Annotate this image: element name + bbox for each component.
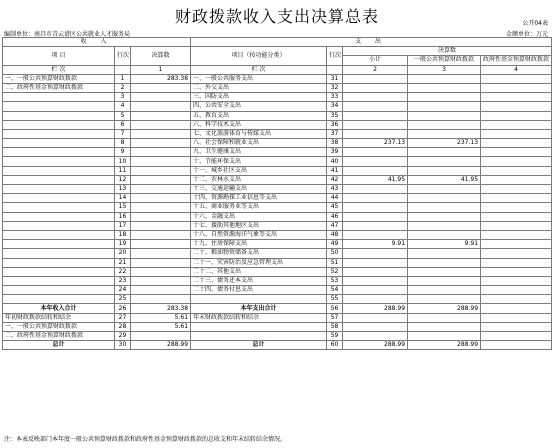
general-budget-amount <box>408 295 481 304</box>
gov-fund-amount <box>481 276 552 285</box>
gov-fund-amount <box>481 313 552 322</box>
footnote: 注：本表反映部门本年度一般公共预算财政拨款和政府性基金预算财政拨款的总收支和年末结转结余情况。 <box>4 436 287 443</box>
table-row <box>3 304 552 313</box>
income-amount <box>131 203 191 212</box>
expenditure-item: 十九、住房保障支出 <box>191 240 327 249</box>
income-amount <box>131 148 191 157</box>
gov-fund-amount <box>481 332 552 341</box>
income-item <box>3 295 115 304</box>
table-row <box>3 212 552 221</box>
general-budget-amount <box>408 258 481 267</box>
income-item <box>3 148 115 157</box>
income-amount <box>131 295 191 304</box>
income-row-no: 27 <box>115 313 131 322</box>
table-row <box>3 221 552 230</box>
income-item <box>3 267 115 276</box>
general-budget-amount: 288.99 <box>408 304 481 313</box>
income-item <box>3 212 115 221</box>
income-item <box>3 93 115 102</box>
subtotal-amount <box>343 194 408 203</box>
gov-fund-amount <box>481 111 552 120</box>
col-4: 4 <box>481 65 552 74</box>
income-row-no: 9 <box>115 148 131 157</box>
expenditure-item: 十六、金融支出 <box>191 212 327 221</box>
table-row <box>3 341 552 350</box>
gov-fund-amount <box>481 249 552 258</box>
expenditure-row-no: 36 <box>327 120 343 129</box>
general-budget-amount <box>408 166 481 175</box>
income-row-no: 28 <box>115 322 131 331</box>
final-amount-header: 决算数 <box>131 47 191 65</box>
expenditure-item: 十二、农林水支出 <box>191 175 327 184</box>
expenditure-row-no: 48 <box>327 230 343 239</box>
income-item <box>3 185 115 194</box>
subtotal-amount <box>343 249 408 258</box>
income-amount <box>131 240 191 249</box>
income-item <box>3 230 115 239</box>
col-label: 栏 次 <box>3 65 115 74</box>
expenditure-row-no: 57 <box>327 313 343 322</box>
expenditure-row-no: 33 <box>327 93 343 102</box>
subtotal-amount <box>343 258 408 267</box>
income-header: 收 入 <box>3 38 191 47</box>
subtotal-amount <box>343 286 408 295</box>
expenditure-item: 十三、交通运输支出 <box>191 185 327 194</box>
subtotal-amount <box>343 276 408 285</box>
income-amount <box>131 267 191 276</box>
income-row-no: 5 <box>115 111 131 120</box>
gov-fund-amount <box>481 102 552 111</box>
table-row <box>3 102 552 111</box>
general-budget-amount <box>408 74 481 83</box>
general-budget-amount <box>408 129 481 138</box>
expenditure-item: 十一、城乡社区支出 <box>191 166 327 175</box>
table-row <box>3 74 552 83</box>
expenditure-item: 二十二、其他支出 <box>191 267 327 276</box>
expenditure-row-no: 52 <box>327 267 343 276</box>
income-item <box>3 157 115 166</box>
gov-fund-amount <box>481 267 552 276</box>
expenditure-item: 一、一般公共服务支出 <box>191 74 327 83</box>
gov-fund-amount <box>481 166 552 175</box>
table-row <box>3 258 552 267</box>
table-row <box>3 139 552 148</box>
expenditure-item: 十四、资源勘探工业信息等支出 <box>191 194 327 203</box>
table-row <box>3 203 552 212</box>
income-item <box>3 203 115 212</box>
income-amount <box>131 286 191 295</box>
general-budget-amount: 237.13 <box>408 139 481 148</box>
gov-fund-amount <box>481 74 552 83</box>
table-row <box>3 313 552 322</box>
subtotal-amount <box>343 230 408 239</box>
expenditure-item: 三、国防支出 <box>191 93 327 102</box>
general-budget-amount <box>408 212 481 221</box>
col-3: 3 <box>408 65 481 74</box>
table-row <box>3 194 552 203</box>
expenditure-item: 本年支出合计 <box>191 304 327 313</box>
table-row <box>3 230 552 239</box>
general-budget-header: 一般公共预算财政拨款 <box>408 56 481 65</box>
income-item <box>3 240 115 249</box>
income-row-no: 3 <box>115 93 131 102</box>
subtotal-amount: 288.99 <box>343 304 408 313</box>
expenditure-row-no: 44 <box>327 194 343 203</box>
general-budget-amount: 288.99 <box>408 341 481 350</box>
expenditure-item: 年末财政拨款结转和结余 <box>191 313 327 322</box>
expenditure-row-no: 47 <box>327 221 343 230</box>
income-item: 一、一般公共预算财政拨款 <box>3 322 115 331</box>
table-row <box>3 295 552 304</box>
income-item <box>3 129 115 138</box>
income-row-no: 2 <box>115 83 131 92</box>
income-row-no: 30 <box>115 341 131 350</box>
income-item <box>3 221 115 230</box>
table-row <box>3 276 552 285</box>
table-row <box>3 185 552 194</box>
income-amount <box>131 194 191 203</box>
income-amount <box>131 129 191 138</box>
income-item: 总计 <box>3 341 115 350</box>
gov-fund-amount <box>481 129 552 138</box>
expenditure-item <box>191 332 327 341</box>
income-amount <box>131 93 191 102</box>
expenditure-item: 二十一、灾害防治及应急管理支出 <box>191 258 327 267</box>
expenditure-row-no: 53 <box>327 276 343 285</box>
subtotal-amount <box>343 93 408 102</box>
income-amount <box>131 139 191 148</box>
income-item: 二、政府性基金预算财政拨款 <box>3 332 115 341</box>
general-budget-amount <box>408 148 481 157</box>
gov-fund-amount <box>481 341 552 350</box>
subtotal-amount <box>343 83 408 92</box>
income-row-no: 14 <box>115 194 131 203</box>
income-amount <box>131 332 191 341</box>
gov-fund-amount <box>481 212 552 221</box>
subtotal-amount <box>343 322 408 331</box>
general-budget-amount <box>408 203 481 212</box>
expenditure-row-no: 46 <box>327 212 343 221</box>
income-amount <box>131 102 191 111</box>
money-unit: 金额单位：万元 <box>505 31 548 38</box>
expenditure-row-no: 58 <box>327 322 343 331</box>
income-amount <box>131 221 191 230</box>
expenditure-row-no: 38 <box>327 139 343 148</box>
general-budget-amount: 9.91 <box>408 240 481 249</box>
gov-fund-amount <box>481 139 552 148</box>
income-row-no: 8 <box>115 139 131 148</box>
income-item <box>3 194 115 203</box>
income-item <box>3 166 115 175</box>
expenditure-item: 十八、自然资源海洋气象等支出 <box>191 230 327 239</box>
income-amount <box>131 212 191 221</box>
table-row <box>3 322 552 331</box>
expenditure-item <box>191 322 327 331</box>
general-budget-amount <box>408 111 481 120</box>
gov-fund-amount <box>481 286 552 295</box>
subtotal-amount <box>343 212 408 221</box>
general-budget-amount <box>408 249 481 258</box>
expenditure-row-no: 34 <box>327 102 343 111</box>
income-item <box>3 120 115 129</box>
general-budget-amount <box>408 83 481 92</box>
income-row-no: 29 <box>115 332 131 341</box>
expenditure-header: 支 出 <box>191 38 552 47</box>
gov-fund-amount <box>481 120 552 129</box>
expenditure-item: 二十、粮油物资储备支出 <box>191 249 327 258</box>
income-item: 一、一般公共预算财政拨款 <box>3 74 115 83</box>
func-item-header: 项目（按功能分类） <box>191 47 327 65</box>
income-amount: 5.61 <box>131 322 191 331</box>
gov-fund-amount <box>481 93 552 102</box>
subtotal-amount <box>343 120 408 129</box>
income-amount: 288.99 <box>131 341 191 350</box>
income-item: 本年收入合计 <box>3 304 115 313</box>
income-item <box>3 111 115 120</box>
expenditure-item: 二十四、债务付息支出 <box>191 286 327 295</box>
table-row <box>3 148 552 157</box>
expenditure-row-no: 40 <box>327 157 343 166</box>
income-row-no: 21 <box>115 258 131 267</box>
income-item: 年初财政拨款结转和结余 <box>3 313 115 322</box>
gov-fund-amount <box>481 175 552 184</box>
gov-fund-amount <box>481 157 552 166</box>
expenditure-row-no: 42 <box>327 175 343 184</box>
expenditure-item: 八、社会保障和就业支出 <box>191 139 327 148</box>
income-row-no: 1 <box>115 74 131 83</box>
income-row-no: 19 <box>115 240 131 249</box>
col-label-2: 栏 次 <box>191 65 327 74</box>
expenditure-row-no: 51 <box>327 258 343 267</box>
subtotal-amount <box>343 102 408 111</box>
expenditure-item: 六、科学技术支出 <box>191 120 327 129</box>
income-row-no: 13 <box>115 185 131 194</box>
table-row <box>3 83 552 92</box>
table-row <box>3 249 552 258</box>
expenditure-row-no: 56 <box>327 304 343 313</box>
compiling-unit: 编制单位：南昌市青云谱区公共就业人才服务局 <box>4 31 131 38</box>
expenditure-item: 二十三、债务还本支出 <box>191 276 327 285</box>
income-row-no: 15 <box>115 203 131 212</box>
expenditure-row-no: 60 <box>327 341 343 350</box>
subtotal-header: 小计 <box>343 56 408 65</box>
subtotal-amount <box>343 166 408 175</box>
general-budget-amount <box>408 276 481 285</box>
income-amount <box>131 276 191 285</box>
expenditure-item: 十七、援助其他地区支出 <box>191 221 327 230</box>
income-item <box>3 139 115 148</box>
income-amount <box>131 157 191 166</box>
income-item <box>3 175 115 184</box>
expenditure-item <box>191 295 327 304</box>
budget-table <box>2 37 552 350</box>
income-row-no: 10 <box>115 157 131 166</box>
subtotal-amount <box>343 129 408 138</box>
subtotal-amount <box>343 74 408 83</box>
income-item <box>3 276 115 285</box>
general-budget-amount <box>408 313 481 322</box>
income-row-no: 11 <box>115 166 131 175</box>
final-group-header: 决算数 <box>343 47 552 56</box>
income-row-no: 25 <box>115 295 131 304</box>
table-row <box>3 120 552 129</box>
expenditure-row-no: 45 <box>327 203 343 212</box>
income-row-no: 6 <box>115 120 131 129</box>
subtotal-amount <box>343 332 408 341</box>
expenditure-item: 五、教育支出 <box>191 111 327 120</box>
subtotal-amount <box>343 203 408 212</box>
expenditure-row-no: 49 <box>327 240 343 249</box>
income-row-no: 17 <box>115 221 131 230</box>
general-budget-amount: 41.95 <box>408 175 481 184</box>
income-row-no: 22 <box>115 267 131 276</box>
gov-fund-amount <box>481 295 552 304</box>
expenditure-row-no: 55 <box>327 295 343 304</box>
expenditure-item: 总计 <box>191 341 327 350</box>
expenditure-item: 十五、商业服务业等支出 <box>191 203 327 212</box>
report-title: 财政拨款收入支出决算总表 <box>174 7 379 26</box>
gov-fund-amount <box>481 258 552 267</box>
table-row <box>3 157 552 166</box>
subtotal-amount <box>343 267 408 276</box>
table-row <box>3 240 552 249</box>
general-budget-amount <box>408 267 481 276</box>
income-item <box>3 102 115 111</box>
subtotal-amount: 9.91 <box>343 240 408 249</box>
income-amount <box>131 166 191 175</box>
general-budget-amount <box>408 230 481 239</box>
income-item: 二、政府性基金预算财政拨款 <box>3 83 115 92</box>
gov-fund-amount <box>481 148 552 157</box>
subtotal-amount <box>343 148 408 157</box>
gov-fund-amount <box>481 221 552 230</box>
subtotal-amount <box>343 221 408 230</box>
row-no-header: 行次 <box>115 47 131 65</box>
expenditure-item: 十、节能环保支出 <box>191 157 327 166</box>
income-amount <box>131 83 191 92</box>
col-1: 1 <box>131 65 191 74</box>
income-amount: 5.61 <box>131 313 191 322</box>
table-row <box>3 332 552 341</box>
income-row-no: 7 <box>115 129 131 138</box>
expenditure-row-no: 35 <box>327 111 343 120</box>
gov-fund-amount <box>481 240 552 249</box>
general-budget-amount <box>408 221 481 230</box>
subtotal-amount <box>343 157 408 166</box>
income-row-no: 24 <box>115 286 131 295</box>
general-budget-amount <box>408 286 481 295</box>
table-row <box>3 175 552 184</box>
subtotal-amount: 237.13 <box>343 139 408 148</box>
form-code: 公开04表 <box>522 20 548 27</box>
general-budget-amount <box>408 102 481 111</box>
income-row-no: 26 <box>115 304 131 313</box>
general-budget-amount <box>408 322 481 331</box>
table-row <box>3 166 552 175</box>
row-no-header-2: 行次 <box>327 47 343 65</box>
expenditure-row-no: 39 <box>327 148 343 157</box>
gov-fund-amount <box>481 185 552 194</box>
expenditure-row-no: 50 <box>327 249 343 258</box>
table-row <box>3 267 552 276</box>
general-budget-amount <box>408 194 481 203</box>
income-amount: 283.38 <box>131 304 191 313</box>
general-budget-amount <box>408 120 481 129</box>
table-row <box>3 286 552 295</box>
income-amount <box>131 111 191 120</box>
expenditure-row-no: 37 <box>327 129 343 138</box>
income-row-no: 23 <box>115 276 131 285</box>
subtotal-amount <box>343 111 408 120</box>
subtotal-amount: 41.95 <box>343 175 408 184</box>
table-row <box>3 93 552 102</box>
income-amount <box>131 185 191 194</box>
subtotal-amount: 288.99 <box>343 341 408 350</box>
expenditure-item: 二、外交支出 <box>191 83 327 92</box>
expenditure-row-no: 54 <box>327 286 343 295</box>
subtotal-amount <box>343 295 408 304</box>
general-budget-amount <box>408 157 481 166</box>
income-amount <box>131 258 191 267</box>
expenditure-item: 七、文化旅游体育与传媒支出 <box>191 129 327 138</box>
income-amount <box>131 175 191 184</box>
subtotal-amount <box>343 313 408 322</box>
income-item <box>3 249 115 258</box>
income-item <box>3 258 115 267</box>
table-row <box>3 111 552 120</box>
gov-fund-amount <box>481 230 552 239</box>
expenditure-row-no: 31 <box>327 74 343 83</box>
gov-fund-amount <box>481 194 552 203</box>
expenditure-row-no: 59 <box>327 332 343 341</box>
expenditure-item: 四、公共安全支出 <box>191 102 327 111</box>
income-row-no: 20 <box>115 249 131 258</box>
gov-fund-header: 政府性基金预算财政拨款 <box>481 56 552 65</box>
expenditure-row-no: 41 <box>327 166 343 175</box>
item-header: 项 目 <box>3 47 115 65</box>
col-2: 2 <box>343 65 408 74</box>
income-amount <box>131 249 191 258</box>
income-amount: 283.38 <box>131 74 191 83</box>
expenditure-row-no: 43 <box>327 185 343 194</box>
income-row-no: 12 <box>115 175 131 184</box>
table-row <box>3 129 552 138</box>
general-budget-amount <box>408 332 481 341</box>
gov-fund-amount <box>481 83 552 92</box>
gov-fund-amount <box>481 304 552 313</box>
income-row-no: 16 <box>115 212 131 221</box>
general-budget-amount <box>408 185 481 194</box>
expenditure-row-no: 32 <box>327 83 343 92</box>
subtotal-amount <box>343 185 408 194</box>
income-amount <box>131 230 191 239</box>
income-amount <box>131 120 191 129</box>
gov-fund-amount <box>481 322 552 331</box>
gov-fund-amount <box>481 203 552 212</box>
income-row-no: 18 <box>115 230 131 239</box>
expenditure-item: 九、卫生健康支出 <box>191 148 327 157</box>
income-item <box>3 286 115 295</box>
income-row-no: 4 <box>115 102 131 111</box>
general-budget-amount <box>408 93 481 102</box>
